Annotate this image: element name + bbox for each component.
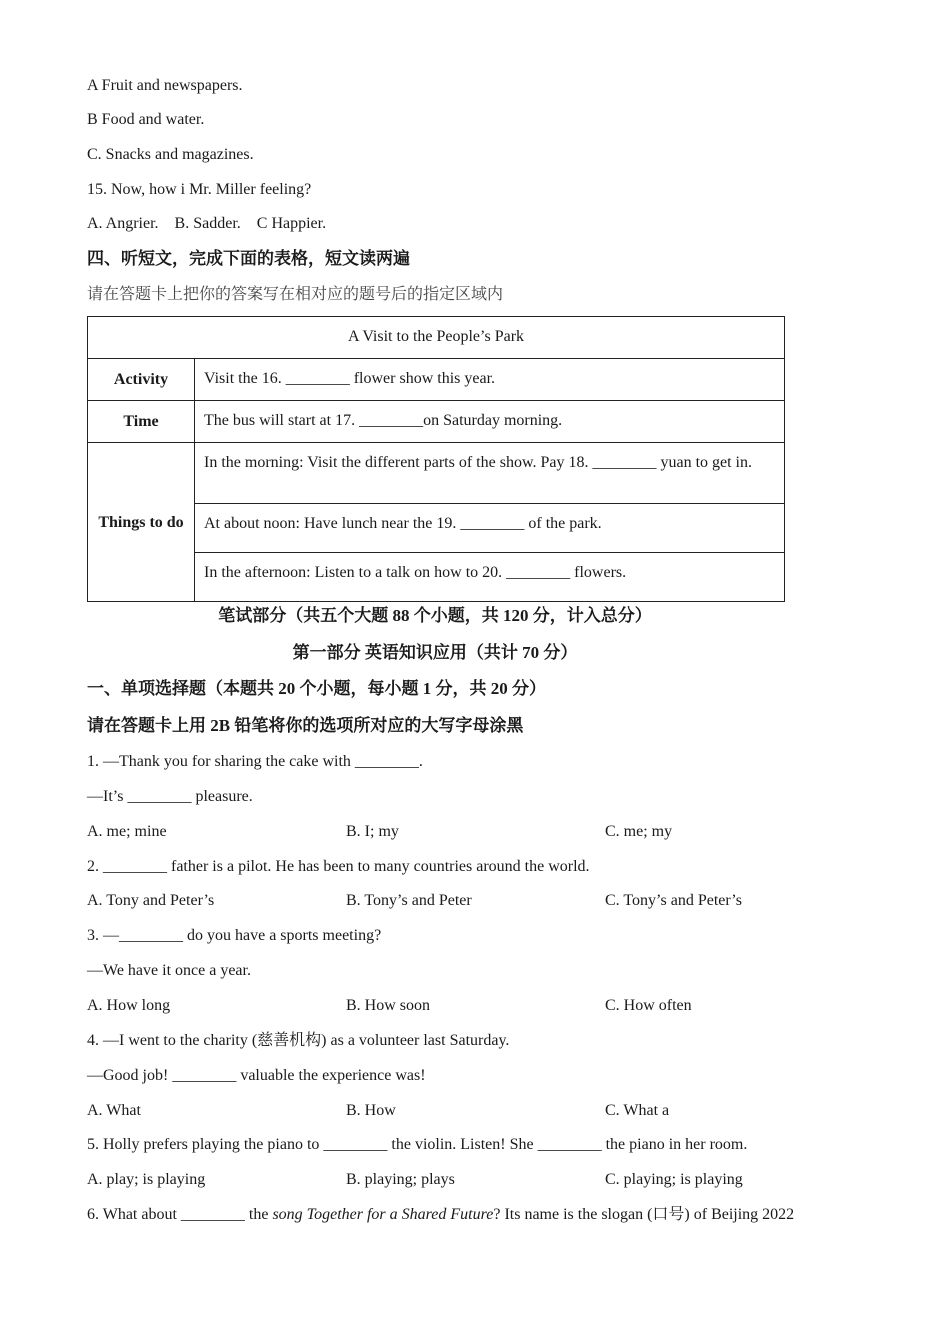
- time-text: The bus will start at 17. ________on Saturday morning.: [195, 401, 785, 443]
- q2-line1: 2. ________ father is a pilot. He has been to many countries around the world.: [87, 858, 590, 875]
- part1-title: 第一部分 英语知识应用（共计 70 分）: [292, 643, 578, 662]
- section4-title: 四、听短文，完成下面的表格，短文读两遍: [87, 249, 410, 268]
- q15-options: A. Angrier. B. Sadder. C Happier.: [87, 215, 327, 232]
- section1-title: 一、单项选择题（本题共 20 个小题，每小题 1 分，共 20 分）: [87, 679, 546, 698]
- q6-text-start: 6. What about ________ the: [87, 1206, 273, 1223]
- q14-option-a: A Fruit and newspapers.: [87, 77, 243, 94]
- q5-line1: 5. Holly prefers playing the piano to ________ the violin. Listen! She ________ the piano in her room.: [87, 1136, 748, 1153]
- q4-line1: 4. —I went to the charity (慈善机构) as a volunteer last Saturday.: [87, 1032, 510, 1049]
- q4-option-c: C. What a: [605, 1102, 670, 1119]
- q5-option-b: B. playing; plays: [346, 1171, 455, 1188]
- q2-option-b: B. Tony’s and Peter: [346, 892, 472, 909]
- activity-text: Visit the 16. ________ flower show this year.: [195, 359, 785, 401]
- q6-song-title: song Together for a Shared Future: [272, 1206, 494, 1223]
- things-noon: At about noon: Have lunch near the 19. ________ of the park.: [195, 504, 785, 553]
- q5-option-a: A. play; is playing: [87, 1171, 206, 1188]
- q4-line2: —Good job! ________ valuable the experience was!: [87, 1067, 426, 1084]
- q4-option-b: B. How: [346, 1102, 396, 1119]
- things-afternoon: In the afternoon: Listen to a talk on how to 20. ________ flowers.: [195, 553, 785, 602]
- q1-option-b: B. I; my: [346, 823, 399, 840]
- q6-line1: [87, 1205, 794, 1225]
- q3-option-a: A. How long: [87, 997, 171, 1014]
- visit-table: [87, 316, 785, 602]
- q4-option-a: A. What: [87, 1102, 141, 1119]
- written-header: 笔试部分（共五个大题 88 个小题，共 120 分，计入总分）: [218, 606, 652, 625]
- things-label: Things to do: [88, 443, 195, 602]
- q1-option-a: A. me; mine: [87, 823, 167, 840]
- section1-instruction: 请在答题卡上用 2B 铅笔将你的选项所对应的大写字母涂黑: [87, 716, 524, 735]
- section4-instruction: 请在答题卡上把你的答案写在相对应的题号后的指定区域内: [87, 286, 504, 303]
- q15-question: 15. Now, how i Mr. Miller feeling?: [87, 181, 312, 198]
- activity-label: Activity: [88, 359, 195, 401]
- q2-option-a: A. Tony and Peter’s: [87, 892, 215, 909]
- q3-option-b: B. How soon: [346, 997, 431, 1014]
- q2-option-c: C. Tony’s and Peter’s: [605, 892, 742, 909]
- q1-line2: —It’s ________ pleasure.: [87, 788, 253, 805]
- q1-line1: 1. —Thank you for sharing the cake with ________.: [87, 753, 423, 770]
- q3-line1: 3. —________ do you have a sports meeting?: [87, 927, 382, 944]
- q6-text-end: ? Its name is the slogan (口号) of Beijing 2022: [493, 1206, 795, 1223]
- q1-option-c: C. me; my: [605, 823, 673, 840]
- time-label: Time: [88, 401, 195, 443]
- table-title: A Visit to the People’s Park: [88, 317, 785, 359]
- things-morning: In the morning: Visit the different parts of the show. Pay 18. ________ yuan to get in.: [195, 443, 785, 504]
- q3-line2: —We have it once a year.: [87, 962, 251, 979]
- q14-option-c: C. Snacks and magazines.: [87, 146, 254, 163]
- q5-option-c: C. playing; is playing: [605, 1171, 743, 1188]
- q14-option-b: B Food and water.: [87, 111, 205, 128]
- q3-option-c: C. How often: [605, 997, 692, 1014]
